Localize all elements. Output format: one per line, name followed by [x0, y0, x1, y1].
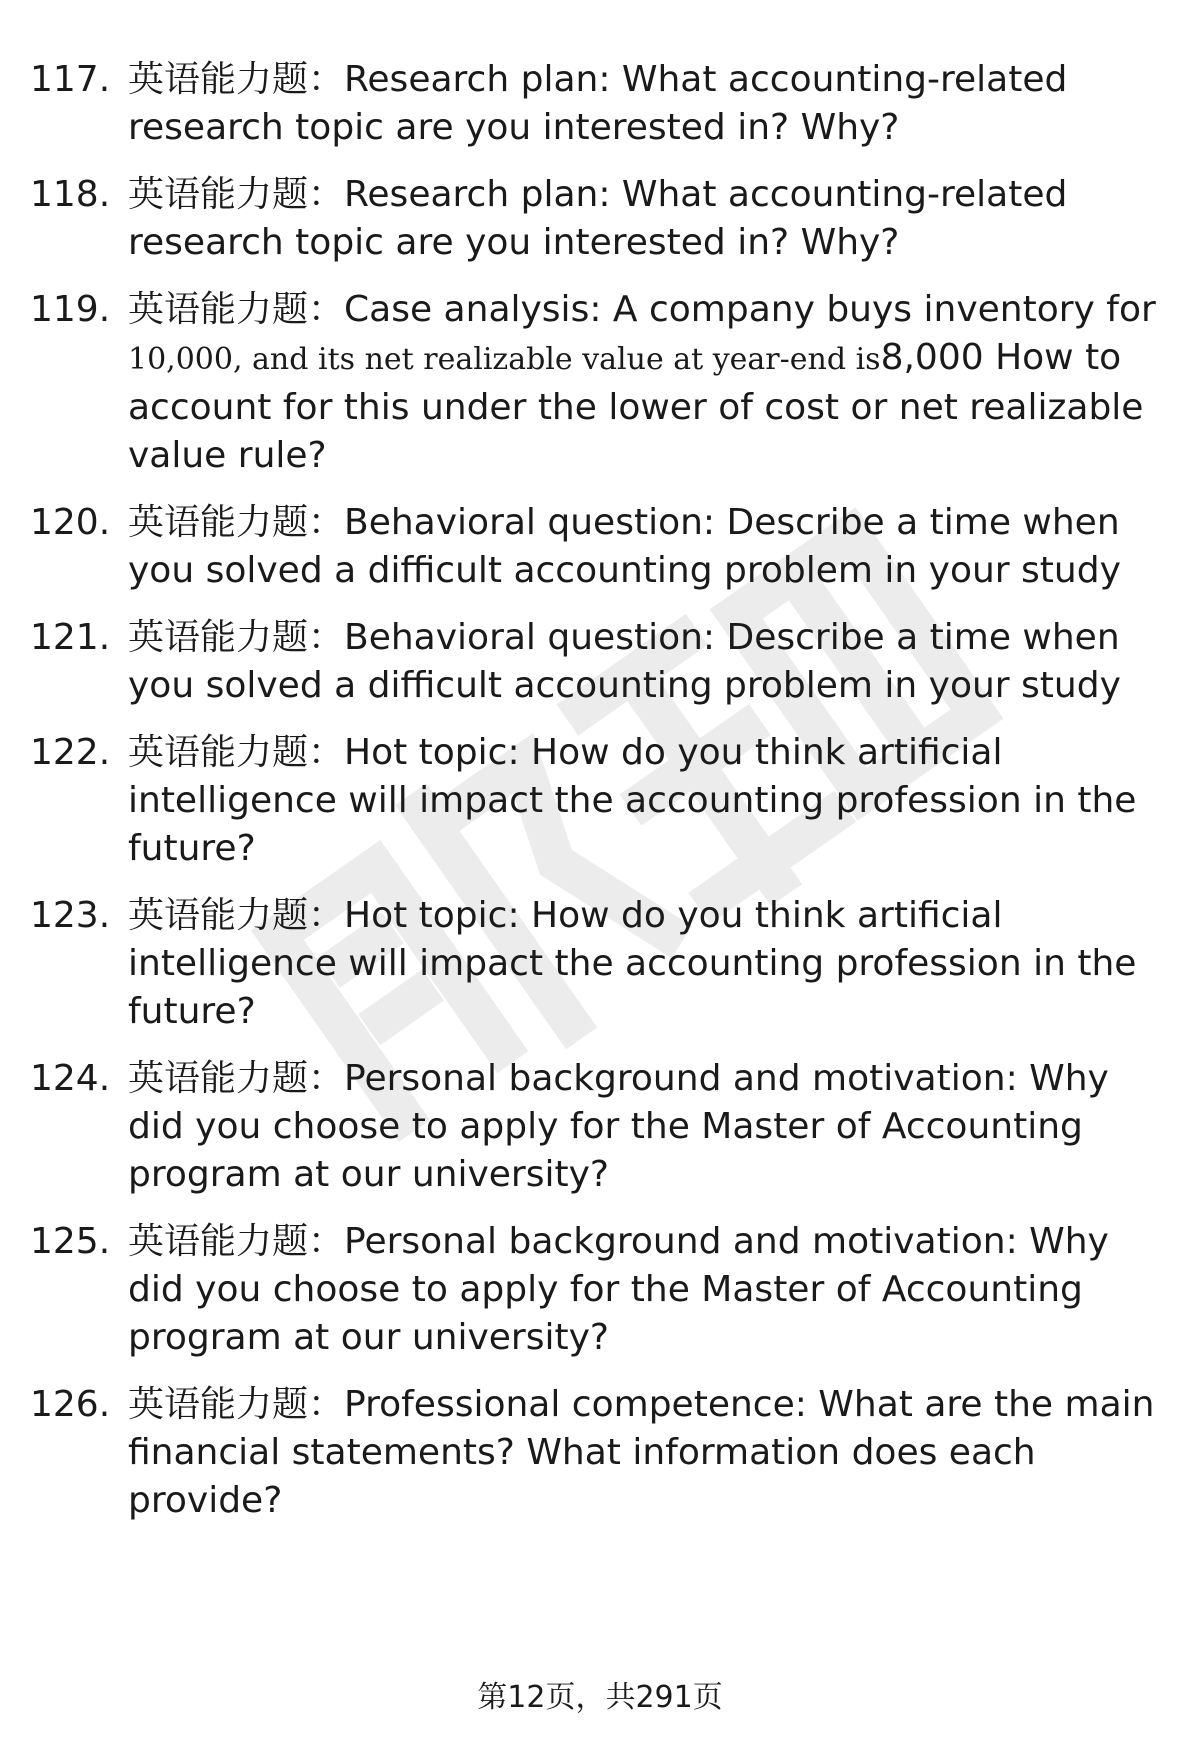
question-tag: 英语能力题：: [128, 59, 345, 100]
question-list: [30, 56, 1170, 1544]
question-tag: 英语能力题：: [128, 617, 345, 658]
question-body: [128, 56, 1170, 152]
question-body: [128, 499, 1170, 595]
question-body: [128, 614, 1170, 710]
question-tag: 英语能力题：: [128, 732, 345, 773]
question-number: 123.: [30, 895, 111, 936]
question-tag: 英语能力题：: [128, 174, 345, 215]
question-number: 119.: [30, 289, 111, 330]
question-tag: 英语能力题：: [128, 1221, 345, 1262]
question-tag: 英语能力题：: [128, 289, 345, 330]
page-number-footer: 第12页，共291页: [477, 1680, 723, 1715]
question-number: 125.: [30, 1221, 111, 1262]
question-item-124: [30, 1055, 1170, 1199]
question-body: [128, 1381, 1170, 1525]
question-text-serif-part: 10,000, and its net realizable value at year-end is: [128, 342, 881, 377]
question-body: [128, 729, 1170, 873]
question-item-118: [30, 171, 1170, 267]
question-body: [128, 1055, 1170, 1199]
question-tag: 英语能力题：: [128, 502, 345, 543]
question-item-119: [30, 286, 1170, 480]
question-text: Behavioral question: Describe a time when you solved a difficult accounting problem in your study: [128, 617, 1121, 706]
question-number: 124.: [30, 1058, 111, 1099]
question-body: [128, 286, 1170, 480]
question-number: 118.: [30, 174, 111, 215]
question-body: [128, 1218, 1170, 1362]
question-number: 122.: [30, 732, 111, 773]
question-item-122: [30, 729, 1170, 873]
question-tag: 英语能力题：: [128, 1058, 345, 1099]
question-item-120: [30, 499, 1170, 595]
question-number: 126.: [30, 1384, 111, 1425]
question-number: 121.: [30, 617, 111, 658]
question-body: [128, 171, 1170, 267]
question-text: Hot topic: How do you think artificial intelligence will impact the accounting profession in the future?: [128, 895, 1137, 1032]
question-item-121: [30, 614, 1170, 710]
question-item-126: [30, 1381, 1170, 1525]
question-text: Personal background and motivation: Why did you choose to apply for the Master of Accounting program at our university?: [128, 1221, 1109, 1358]
question-tag: 英语能力题：: [128, 1384, 345, 1425]
question-text: Behavioral question: Describe a time when you solved a difficult accounting problem in your study: [128, 502, 1121, 591]
question-item-125: [30, 1218, 1170, 1362]
question-text: Professional competence: What are the main financial statements? What information does each provide?: [128, 1384, 1155, 1521]
question-text: Research plan: What accounting-related research topic are you interested in? Why?: [128, 59, 1068, 148]
question-body: [128, 892, 1170, 1036]
question-item-117: [30, 56, 1170, 152]
question-text: Research plan: What accounting-related research topic are you interested in? Why?: [128, 174, 1068, 263]
question-tag: 英语能力题：: [128, 895, 345, 936]
question-text-part-a: Case analysis: A company buys inventory for: [344, 289, 1156, 330]
question-text: Hot topic: How do you think artificial intelligence will impact the accounting profession in the future?: [128, 732, 1137, 869]
question-text-part-b: 8,000 How to account for this under the lower of cost or net realizable value rule?: [128, 337, 1144, 476]
question-number: 120.: [30, 502, 111, 543]
question-number: 117.: [30, 59, 111, 100]
question-text: Personal background and motivation: Why did you choose to apply for the Master of Accounting program at our university?: [128, 1058, 1109, 1195]
question-item-123: [30, 892, 1170, 1036]
